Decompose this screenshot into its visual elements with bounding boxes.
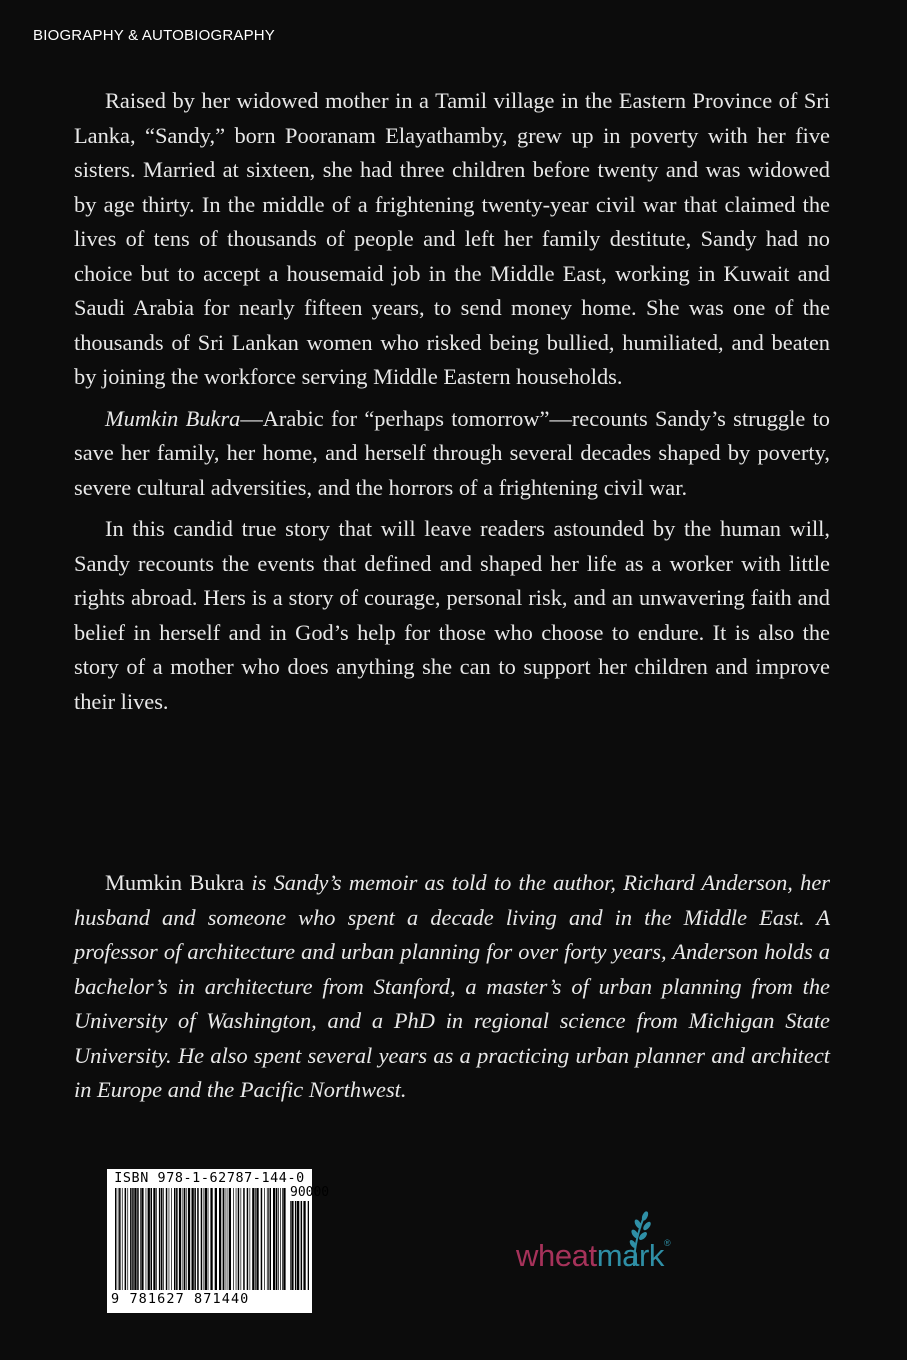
blurb-paragraph-1: Raised by her widowed mother in a Tamil village in the Eastern Province of Sri Lanka, “Sandy,” born Pooranam Elayathamby, grew up in poverty with her five sisters. Married at sixteen, she had three children before twenty and was widowed by age thirty. In the middle of a frightening twenty-year civil war that claimed the lives of tens of thousands of people and left her family destitute, Sandy had no choice but to accept a housemaid job in the Middle East, working in Kuwait and Saudi Arabia for nearly fifteen years, to send money home. She was one of the thousands of Sri Lankan women who risked being bullied, humiliated, and beaten by joining the workforce serving Middle Eastern households. [74,88,830,389]
barcode-bars [115,1188,287,1290]
addon-barcode-bars [290,1201,309,1290]
isbn-text: ISBN 978-1-62787-144-0 [114,1171,305,1186]
isbn-barcode [107,1169,330,1313]
publisher-logo [516,1232,716,1292]
blurb-paragraph-3: In this candid true story that will leave readers astounded by the human will, Sandy recounts the events that defined and shaped her life as a worker with little rights abroad. Hers is a story of courage, personal risk, and an unwavering faith and belief in herself and in God’s help for those who choose to endure. It is also the story of a mother who does anything she can to support her children and improve their lives. [74,516,830,714]
publisher-name [516,1238,670,1274]
book-title-inline: Mumkin Bukra [105,870,245,895]
author-bio-text: is Sandy’s memoir as told to the author, Richard Anderson, her husband and someone who spent a decade living and in the Middle East. A professor of architecture and urban planning for over forty years, Anderson holds a bachelor’s in architecture from Stanford, a master’s of urban planning from the University of Washington, and a PhD in regional science from Michigan State University. He also spent several years as a practicing urban planner and architect in Europe and the Pacific Northwest. [74,870,830,1102]
author-bio-paragraph [74,866,830,1108]
ean-digits: 9 781627 871440 [111,1291,250,1307]
author-bio [74,866,830,1108]
back-cover-blurb [74,84,830,719]
price-code: 90000 [290,1185,330,1200]
publisher-name-part2: mark [596,1238,665,1273]
blurb-paragraph-2 [74,402,830,506]
publisher-name-part1: wheat [516,1238,597,1273]
category-label: BIOGRAPHY & AUTOBIOGRAPHY [33,27,276,44]
blurb-paragraph-2-text: —Arabic for “perhaps tomorrow”—recounts Sandy’s struggle to save her family, her home, and herself through several decades shaped by poverty, severe cultural adversities, and the horrors of a frightening civil war. [74,405,830,500]
registered-mark: ® [664,1238,671,1248]
book-title-inline: Mumkin Bukra [105,405,241,431]
